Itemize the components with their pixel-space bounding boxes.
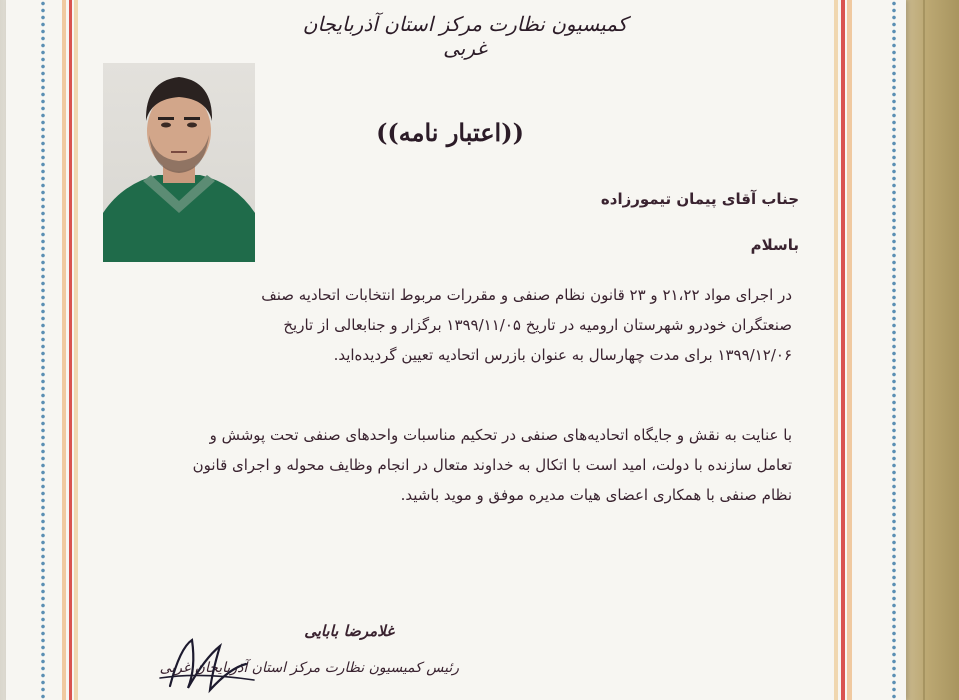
signer-title: رئیس کمیسیون نظارت مرکز استان آذربایجان غربی xyxy=(159,660,459,676)
right-dotted-border xyxy=(891,0,897,700)
paragraph-line: در اجرای مواد ۲۱،۲۲ و ۲۳ قانون نظام صنفی و مقررات مربوط انتخابات اتحادیه صنف xyxy=(261,286,792,304)
portrait-illustration xyxy=(103,63,255,262)
paragraph-line: نظام صنفی با همکاری اعضای هیات مدیره موفق و موید باشید. xyxy=(400,486,792,504)
paragraph-line: با عنایت به نقش و جایگاه اتحادیه‌های صنفی در تحکیم مناسبات واحدهای صنفی تحت پوشش و xyxy=(209,426,792,444)
paragraph-line: تعامل سازنده با دولت، امید است با اتکال به خداوند متعال در انجام وظایف محوله و اجرای قانون xyxy=(192,456,792,474)
handwritten-signature xyxy=(150,628,260,698)
commission-header: کمیسیون نظارت مرکز استان آذربایجان غربی xyxy=(302,12,628,60)
portrait-photo xyxy=(103,63,255,262)
wishes-paragraph xyxy=(95,420,792,510)
paragraph-line: ۱۳۹۹/۱۲/۰۶ برای مدت چهارسال به عنوان بازرس اتحادیه تعیین گردیده‌اید. xyxy=(333,346,792,364)
greeting-line: باسلام xyxy=(750,236,799,254)
signer-name: غلامرضا بابایی xyxy=(304,622,394,640)
addressee-line: جناب آقای پیمان تیمورزاده xyxy=(600,190,799,208)
left-dotted-border xyxy=(40,0,46,700)
background-surface xyxy=(905,0,959,700)
left-decorative-border xyxy=(62,0,78,700)
right-decorative-border xyxy=(834,0,852,700)
appointment-paragraph xyxy=(95,280,792,370)
certificate-title: ((اعتبار نامه)) xyxy=(376,118,524,147)
paragraph-line: صنعتگران خودرو شهرستان ارومیه در تاریخ ۱۳۹۹/۱۱/۰۵ برگزار و جنابعالی از تاریخ xyxy=(283,316,792,334)
